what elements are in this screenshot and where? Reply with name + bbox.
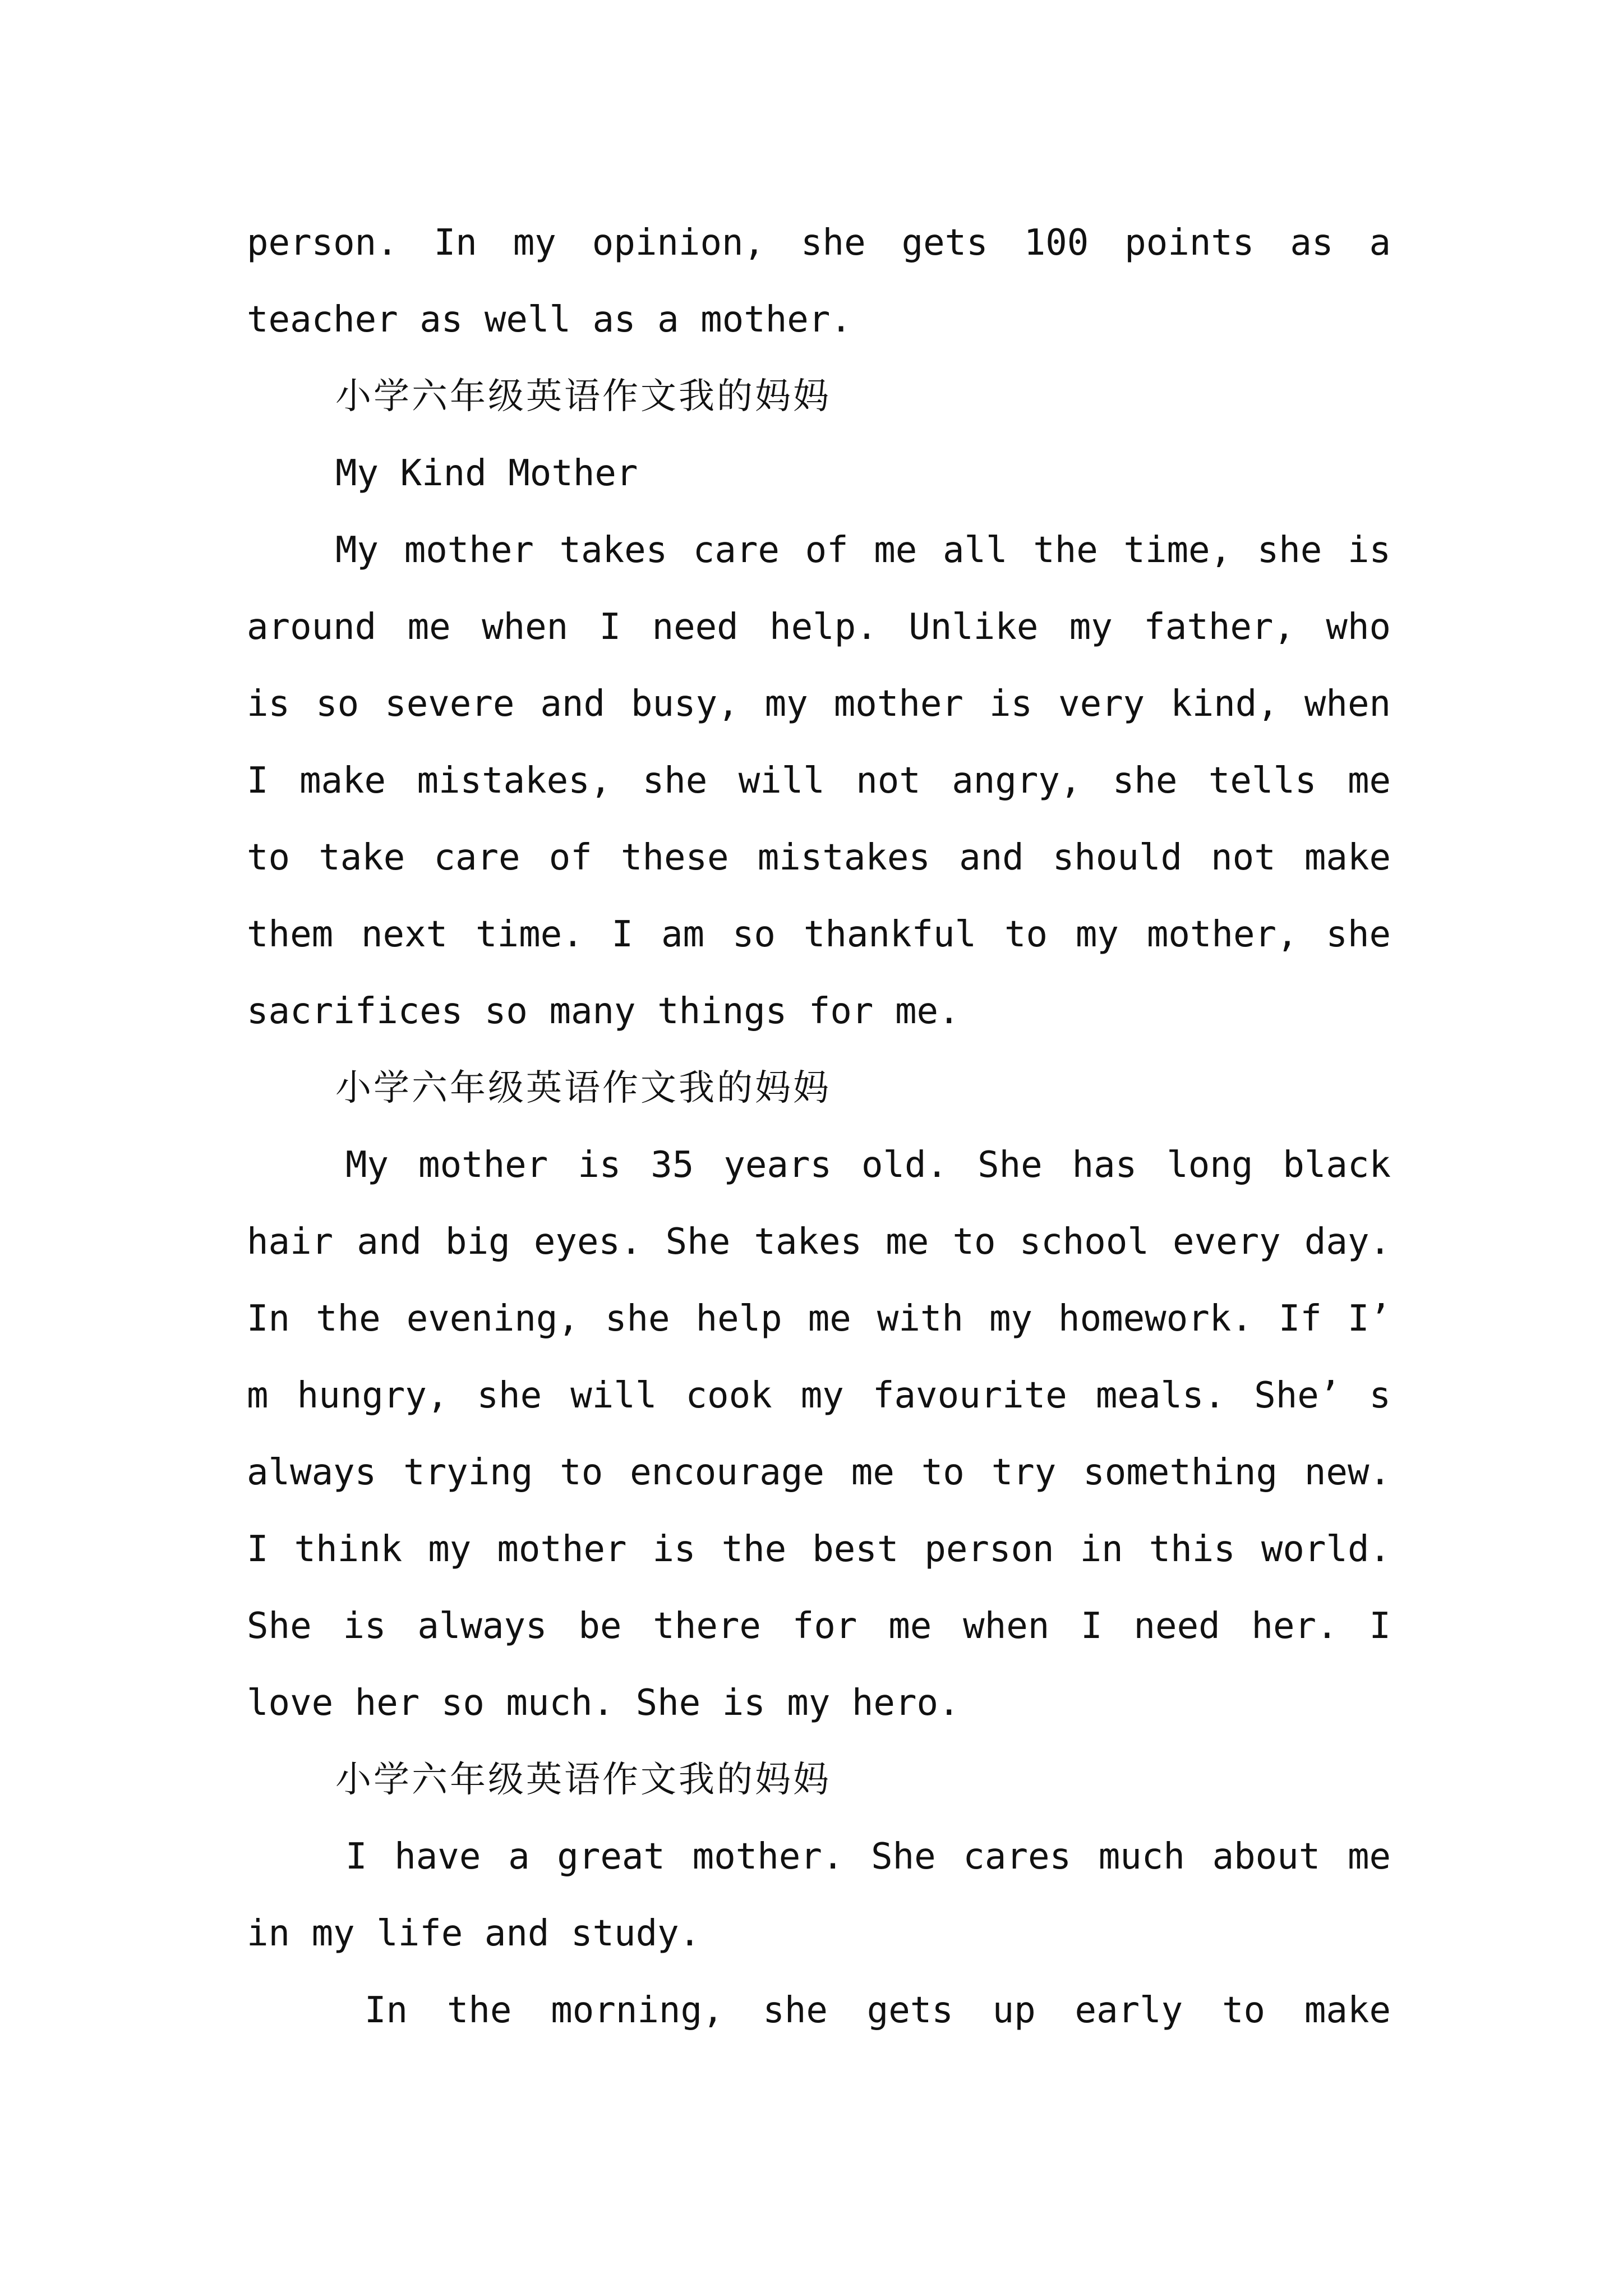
text-line: m hungry, she will cook my favourite meals. She’ s [247,1375,1391,1416]
section-heading: 小学六年级英语作文我的妈妈 [335,1759,831,1801]
essay-title: My Kind Mother [335,453,638,494]
section-heading: 小学六年级英语作文我的妈妈 [335,1068,831,1109]
text-line: teacher as well as a mother. [247,299,852,341]
text-line: I make mistakes, she will not angry, she tells me [247,760,1391,802]
text-line: person. In my opinion, she gets 100 points as a [247,222,1391,264]
text-line: I have a great mother. She cares much about me [345,1836,1391,1878]
document-body [247,205,1391,2049]
text-line: love her so much. She is my hero. [247,1682,960,1724]
text-line: sacrifices so many things for me. [247,991,960,1032]
text-line: hair and big eyes. She takes me to school every day. [247,1221,1391,1263]
text-line: In the evening, she help me with my homework. If I’ [247,1298,1391,1340]
text-line: always trying to encourage me to try something new. [247,1452,1391,1493]
text-line: I think my mother is the best person in this world. [247,1529,1391,1570]
text-line: My mother takes care of me all the time, she is [335,530,1391,571]
text-line: around me when I need help. Unlike my father, who [247,606,1391,648]
section-heading: 小学六年级英语作文我的妈妈 [335,376,831,417]
text-line: My mother is 35 years old. She has long black [345,1144,1391,1186]
text-line: them next time. I am so thankful to my mother, she [247,914,1391,955]
text-line: In the morning, she gets up early to make [365,1990,1391,2031]
text-line: is so severe and busy, my mother is very kind, when [247,683,1391,725]
text-line: to take care of these mistakes and should not make [247,837,1391,878]
text-line: She is always be there for me when I need her. I [247,1605,1391,1647]
text-line: in my life and study. [247,1913,701,1954]
